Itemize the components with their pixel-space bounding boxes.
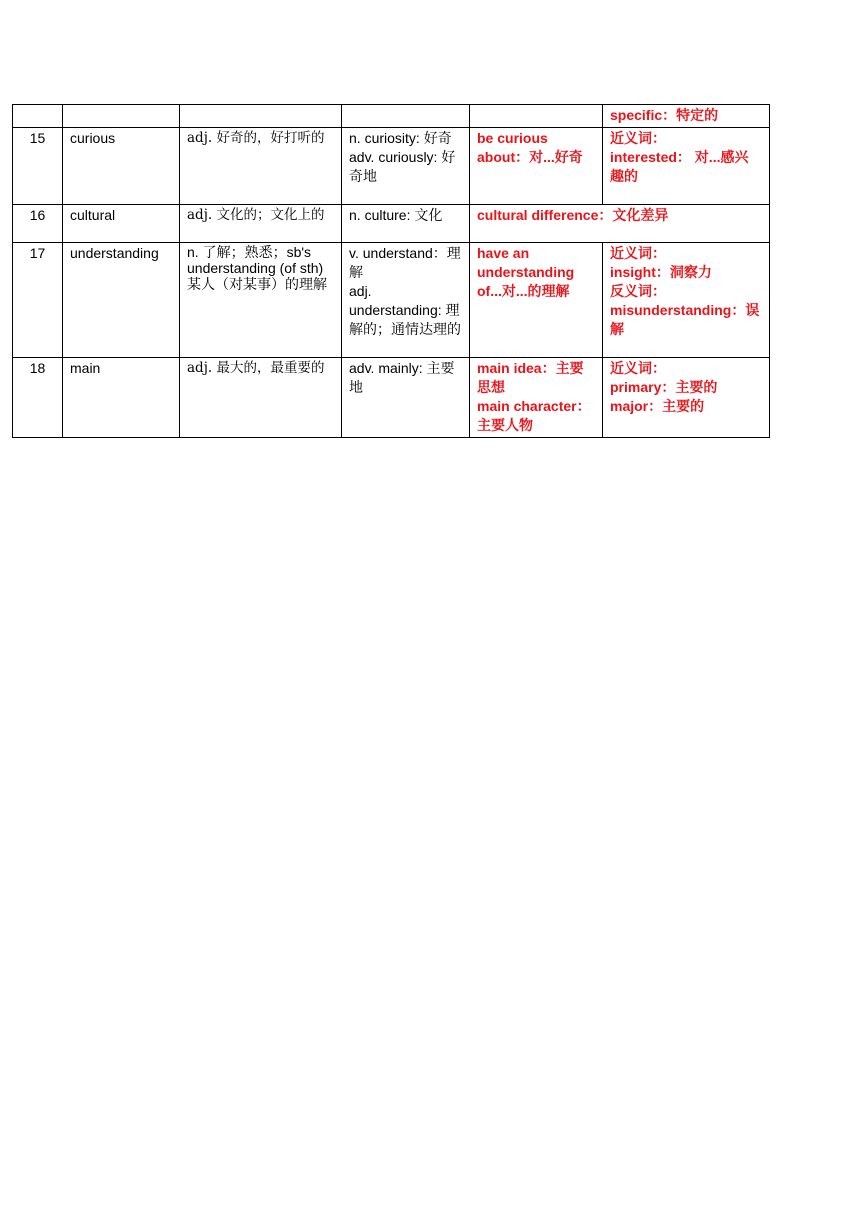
meaning-line: n. 了解；熟悉；sb's understanding (of sth) 某人（对某事）的理解 <box>187 244 327 292</box>
vocabulary-table <box>12 104 770 438</box>
synonyms-cell <box>603 128 770 205</box>
synonym-line: primary：主要的 <box>610 379 718 395</box>
number-cell: 17 <box>13 243 63 358</box>
phrase-line: main idea：主要思想 <box>477 360 584 395</box>
meaning-line: adj. 文化的；文化上的 <box>187 207 325 223</box>
synonym-line: specific：特定的 <box>610 107 719 123</box>
synonym-line: major：主要的 <box>610 398 705 414</box>
phrases-cell <box>470 243 603 358</box>
phrases-cell <box>470 128 603 205</box>
word-form-line: n. culture: 文化 <box>349 207 443 223</box>
table-row <box>13 128 770 205</box>
number-cell: 16 <box>13 205 63 243</box>
phrase-line: cultural difference：文化差异 <box>477 207 669 223</box>
word-form-line: n. curiosity: 好奇 <box>349 130 452 146</box>
meaning-cell <box>180 243 342 358</box>
antonym-line: misunderstanding：误解 <box>610 302 760 337</box>
synonyms-cell <box>603 243 770 358</box>
phrase-line: have an understanding of...对...的理解 <box>477 245 575 299</box>
synonyms-cell <box>603 105 770 128</box>
meaning-cell <box>180 205 342 243</box>
synonyms-cell <box>603 358 770 438</box>
word-forms-cell <box>342 358 470 438</box>
word-form-line: adj. understanding: 理解的；通情达理的 <box>349 283 461 337</box>
word-cell: understanding <box>63 243 180 358</box>
meaning-cell <box>180 105 342 128</box>
number-cell: 15 <box>13 128 63 205</box>
word-cell: cultural <box>63 205 180 243</box>
word-forms-cell <box>342 128 470 205</box>
phrase-line: main character：主要人物 <box>477 398 591 433</box>
meaning-cell <box>180 358 342 438</box>
table-row <box>13 105 770 128</box>
meaning-line: adj. 最大的，最重要的 <box>187 360 325 376</box>
word-form-line: adv. mainly: 主要地 <box>349 360 455 395</box>
word-form-line: adv. curiously: 好奇地 <box>349 149 456 184</box>
synonym-line: interested： 对...感兴趣的 <box>610 149 749 184</box>
meaning-cell <box>180 128 342 205</box>
word-forms-cell <box>342 243 470 358</box>
synonym-line: 近义词： <box>610 130 666 146</box>
word-forms-cell <box>342 105 470 128</box>
table-row <box>13 243 770 358</box>
meaning-line: adj. 好奇的，好打听的 <box>187 130 325 146</box>
word-cell: main <box>63 358 180 438</box>
synonym-line: insight：洞察力 <box>610 264 712 280</box>
table-row <box>13 205 770 243</box>
word-cell <box>63 105 180 128</box>
number-cell <box>13 105 63 128</box>
phrases-cell <box>470 358 603 438</box>
word-forms-cell <box>342 205 470 243</box>
word-form-line: v. understand：理解 <box>349 245 461 280</box>
word-cell: curious <box>63 128 180 205</box>
phrases-cell <box>470 205 770 243</box>
antonym-label: 反义词： <box>610 283 666 299</box>
synonym-line: 近义词： <box>610 360 666 376</box>
table-row <box>13 358 770 438</box>
synonym-line: 近义词： <box>610 245 666 261</box>
number-cell: 18 <box>13 358 63 438</box>
phrases-cell <box>470 105 603 128</box>
phrase-line: be curious about：对...好奇 <box>477 130 583 165</box>
